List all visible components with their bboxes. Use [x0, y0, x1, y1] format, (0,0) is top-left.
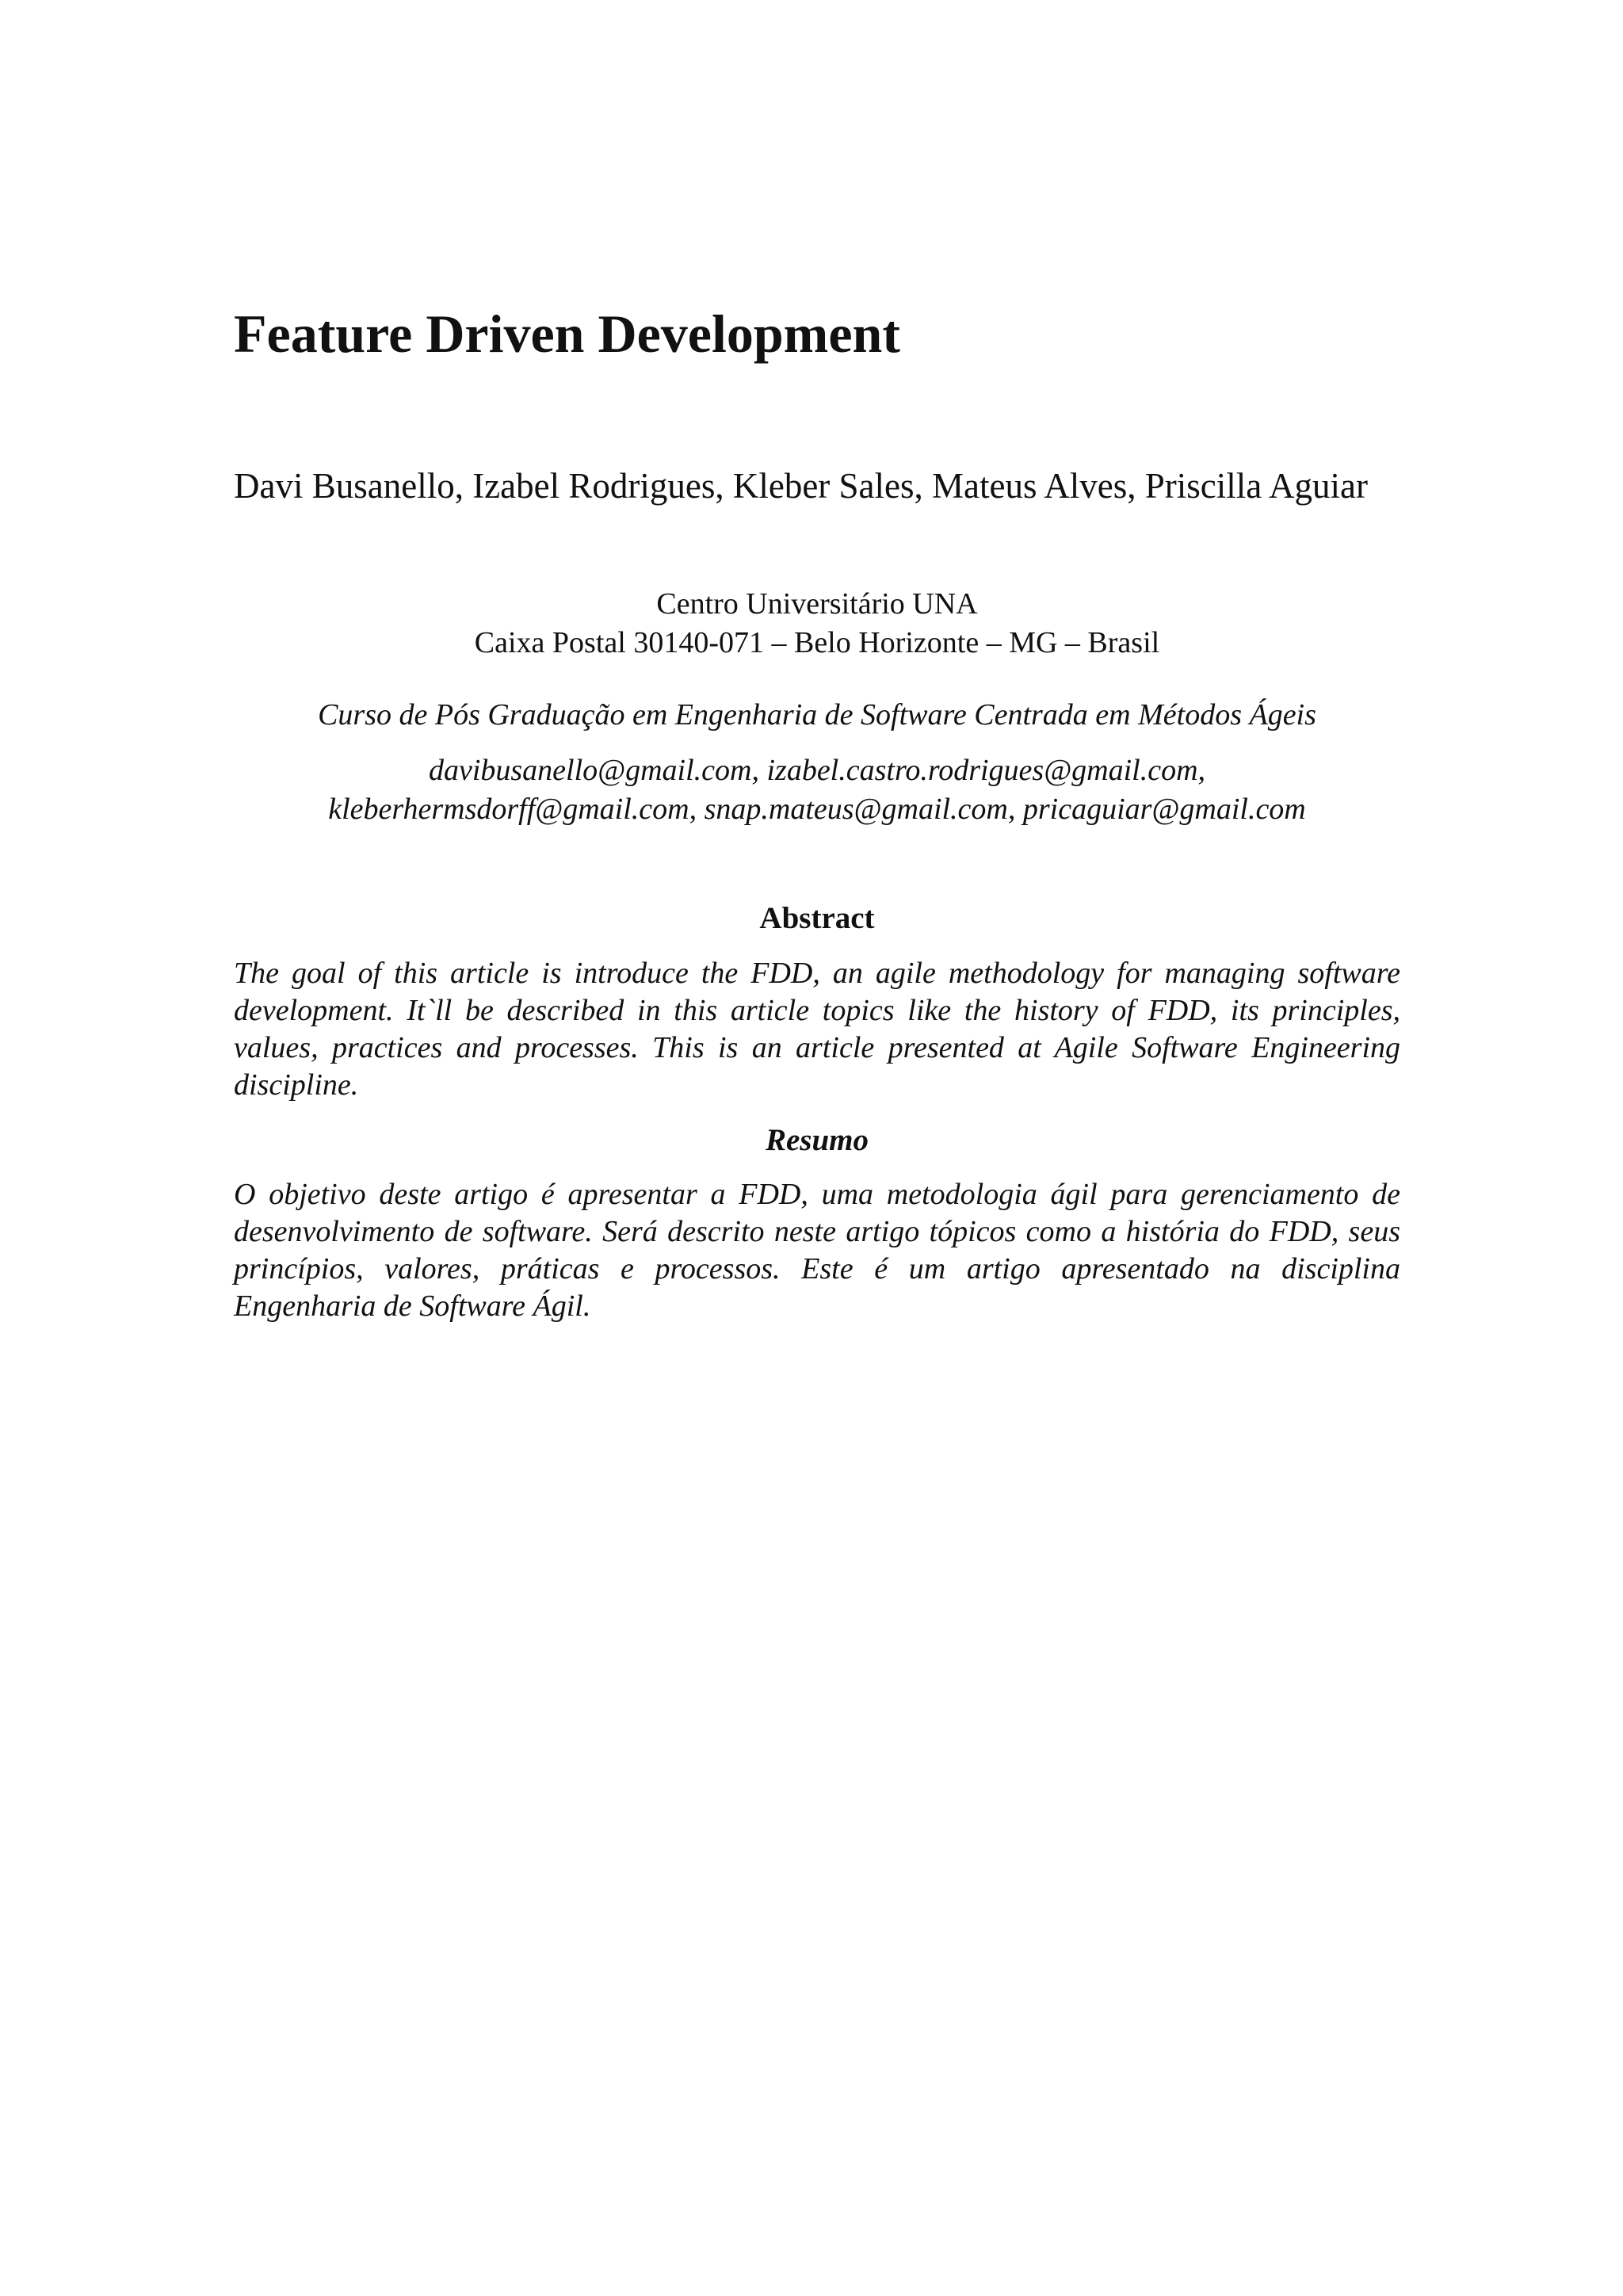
- paper-title: Feature Driven Development: [234, 304, 900, 364]
- affiliation-institution: Centro Universitário UNA: [656, 587, 978, 621]
- emails-line-1: davibusanello@gmail.com, izabel.castro.rodrigues@gmail.com,: [428, 754, 1206, 787]
- emails-line-2: kleberhermsdorff@gmail.com, snap.mateus@gmail.com, pricaguiar@gmail.com: [328, 793, 1306, 826]
- abstract-text: The goal of this article is introduce the FDD, an agile methodology for managing software development. It`ll be described in this article topics like the history of FDD, its principles, values, practices and processes. This is an article presented at Agile Software Engineering discipline.: [234, 957, 1400, 1102]
- abstract-heading: Abstract: [759, 901, 875, 935]
- author-emails: [234, 751, 1400, 829]
- course-name: Curso de Pós Graduação em Engenharia de Software Centrada em Métodos Ágeis: [318, 698, 1316, 732]
- resumo-text: O objetivo deste artigo é apresentar a FDD, uma metodologia ágil para gerenciamento de desenvolvimento de software. Será descrito neste artigo tópicos como a história do FDD, seus princípios, valores, práticas e processos. Este é um artigo apresentado na disciplina Engenharia de Software Ágil.: [234, 1178, 1400, 1323]
- affiliation-address: Caixa Postal 30140-071 – Belo Horizonte – MG – Brasil: [474, 626, 1160, 659]
- resumo-heading: Resumo: [765, 1123, 869, 1157]
- author-list: Davi Busanello, Izabel Rodrigues, Kleber Sales, Mateus Alves, Priscilla Aguiar: [234, 466, 1368, 506]
- affiliation: [234, 585, 1400, 663]
